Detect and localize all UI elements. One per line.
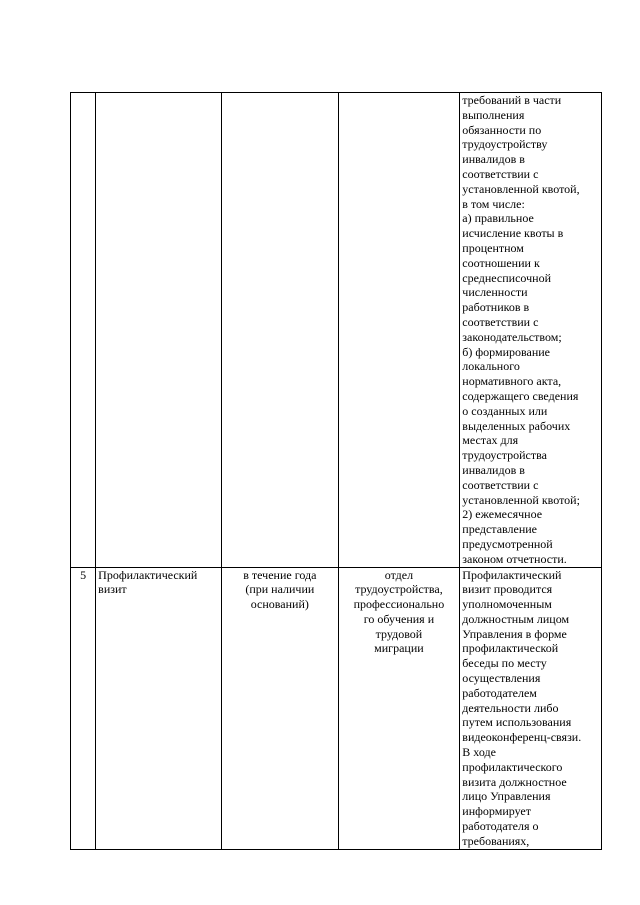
cell-text-line: инвалидов в: [462, 462, 525, 477]
cell-text-line: представление: [462, 522, 538, 537]
cell-text-line: законом отчетности.: [462, 551, 567, 566]
cell-text-line: профессионально: [353, 597, 445, 612]
cell-text-line: в том числе:: [462, 196, 525, 211]
cell-text-line: трудоустройства: [462, 448, 547, 463]
cell-text-line: профилактического: [462, 759, 563, 774]
cell-text-line: среднесписочной: [462, 270, 551, 285]
cell-text-line: профилактической: [462, 641, 559, 656]
cell-text-line: трудоустройству: [462, 137, 548, 152]
cell-text-line: локального: [462, 359, 520, 374]
cell-text-line: содержащего сведения: [462, 388, 579, 403]
cell-text-line: Профилактический: [98, 567, 198, 582]
cell-text-line: соответствии с: [462, 166, 539, 181]
cell-text-line: визит: [98, 582, 127, 597]
cell-text-line: законодательством;: [462, 329, 562, 344]
cell-text-line: выполнения: [462, 107, 525, 122]
cell-text-line: а) правильное: [462, 211, 534, 226]
cell-text-line: в течение года: [243, 567, 317, 582]
cell-text-line: установленной квотой;: [462, 492, 580, 507]
row-number-cell: [71, 567, 96, 849]
cell-text-line: б) формирование: [462, 344, 550, 359]
cell-text-line: соотношении к: [462, 255, 540, 270]
cell-text-line: деятельности либо: [462, 700, 559, 715]
cell-text-line: го обучения и: [363, 611, 435, 626]
term-cell: [222, 567, 338, 849]
cell-text-line: трудоустройства,: [355, 582, 443, 597]
cell-text-line: исчисление квоты в: [462, 226, 564, 241]
name-cell: [96, 567, 222, 849]
row-number: 5: [80, 567, 87, 582]
cell-text-line: процентном: [462, 240, 524, 255]
cell-text-line: трудовой: [375, 626, 423, 641]
cell-text-line: отдел: [384, 567, 414, 582]
cell-text-line: визита должностное: [462, 774, 567, 789]
cell-text-line: В ходе: [462, 745, 496, 760]
cell-text-line: нормативного акта,: [462, 374, 562, 389]
table-row: [71, 93, 602, 568]
cell-text-line: миграции: [374, 641, 424, 656]
cell-text-line: обязанности по: [462, 122, 542, 137]
cell-text-line: оснований): [250, 597, 309, 612]
cell-text-line: беседы по месту: [462, 656, 547, 671]
cell-text-line: численности: [462, 285, 528, 300]
table-row: [71, 567, 602, 849]
cell-text-line: соответствии с: [462, 314, 539, 329]
cell-text-line: уполномоченным: [462, 597, 552, 612]
description-cell: [460, 567, 602, 849]
cell-text-line: требованиях,: [462, 833, 530, 848]
cell-text-line: инвалидов в: [462, 152, 525, 167]
cell-text-line: выделенных рабочих: [462, 418, 571, 433]
activities-table: [70, 92, 602, 850]
cell-text-line: Профилактический: [462, 567, 562, 582]
cell-text-line: Управления в форме: [462, 626, 567, 641]
cell-text-line: установленной квотой,: [462, 181, 580, 196]
term-cell: [222, 93, 338, 568]
cell-text-line: визит проводится: [462, 582, 553, 597]
cell-text-line: 2) ежемесячное: [462, 507, 543, 522]
cell-text-line: работодателем: [462, 685, 537, 700]
cell-text-line: работодателя о: [462, 819, 539, 834]
cell-text-line: о созданных или: [462, 403, 548, 418]
name-cell: [96, 93, 222, 568]
row-number-cell: [71, 93, 96, 568]
cell-text-line: предусмотренной: [462, 536, 553, 551]
cell-text-line: работников в: [462, 300, 530, 315]
cell-text-line: требований в части: [462, 93, 562, 107]
cell-text-line: местах для: [462, 433, 519, 448]
cell-text-line: (при наличии: [245, 582, 315, 597]
cell-text-line: лицо Управления: [462, 789, 551, 804]
cell-text-line: информирует: [462, 804, 531, 819]
cell-text-line: путем использования: [462, 715, 572, 730]
cell-text-line: видеоконференц-связи.: [462, 730, 582, 745]
description-cell: [460, 93, 602, 568]
cell-text-line: должностным лицом: [462, 611, 570, 626]
cell-text-line: соответствии с: [462, 477, 539, 492]
responsible-cell: [338, 567, 460, 849]
cell-text-line: осуществления: [462, 671, 541, 686]
responsible-cell: [338, 93, 460, 568]
